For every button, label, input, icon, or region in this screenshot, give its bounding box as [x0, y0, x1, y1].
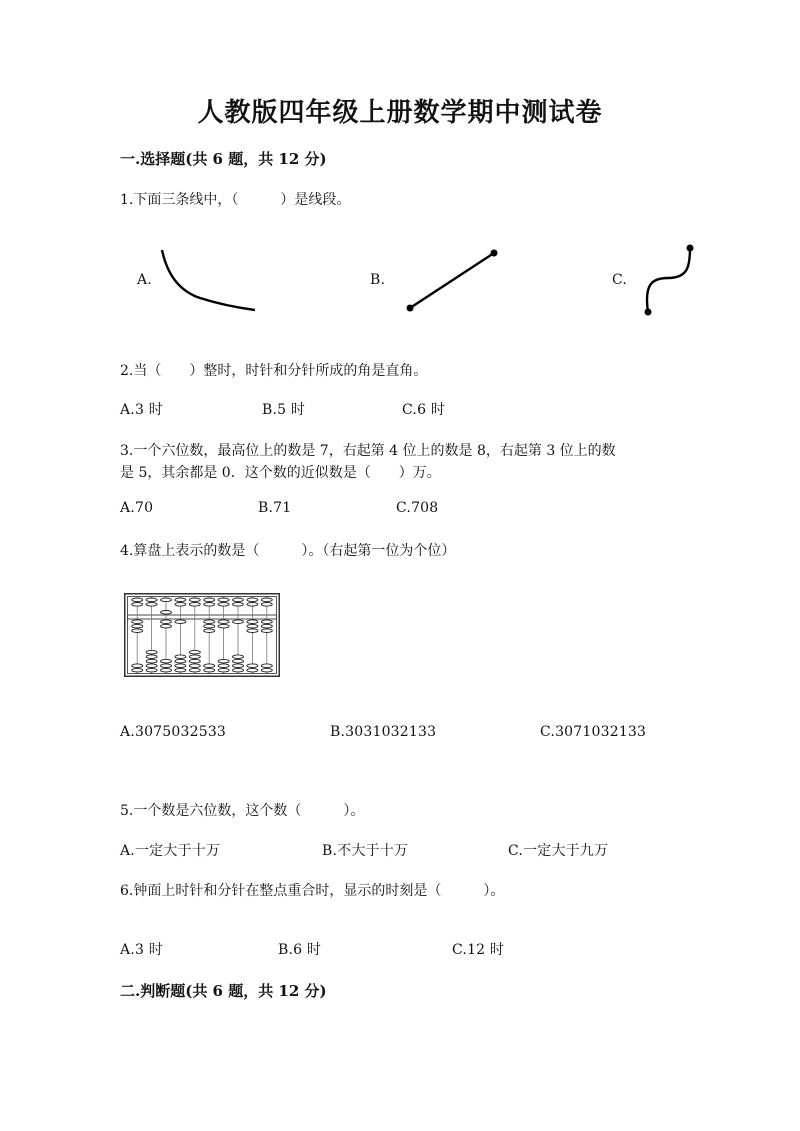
abacus-bead	[233, 659, 244, 663]
q3-option-c: C.708	[396, 500, 439, 516]
abacus-bead	[218, 664, 229, 668]
q3-option-a: A.70	[120, 500, 154, 516]
section-heading-judgement: 二.判断题(共 6 题，共 12 分)	[120, 982, 327, 1000]
question-1-text: 1.下面三条线中，（ ）是线段。	[120, 192, 351, 208]
q4-option-b: B.3031032133	[330, 724, 437, 740]
abacus-bead	[204, 664, 215, 668]
abacus-bead	[132, 603, 143, 607]
abacus-bead	[204, 668, 215, 672]
abacus-bead	[175, 668, 186, 672]
abacus-bead	[146, 655, 157, 659]
q2-option-c: C.6 时	[402, 402, 446, 418]
q1-label-b: B.	[370, 272, 386, 288]
abacus-bead	[233, 655, 244, 659]
abacus-bead	[146, 650, 157, 654]
abacus-bead	[218, 598, 229, 602]
abacus-bead	[175, 598, 186, 602]
abacus-bead	[233, 664, 244, 668]
abacus-bead	[218, 668, 229, 672]
abacus-bead	[204, 624, 215, 628]
question-4-text: 4.算盘上表示的数是（ ）。（右起第一位为个位）	[120, 543, 456, 559]
abacus-bead	[175, 603, 186, 607]
abacus-bead	[189, 659, 200, 663]
abacus-bead	[175, 655, 186, 659]
abacus-bead	[204, 603, 215, 607]
abacus-bead	[132, 624, 143, 628]
q2-option-a: A.3 时	[120, 402, 163, 418]
q3-option-b: B.71	[258, 500, 292, 516]
wave-line-c	[645, 245, 694, 316]
abacus-bead	[161, 620, 172, 624]
abacus-bead	[247, 620, 258, 624]
abacus-bead	[175, 620, 186, 624]
abacus-bead	[247, 664, 258, 668]
q4-option-a: A.3075032533	[120, 724, 227, 740]
abacus-bead	[161, 624, 172, 628]
abacus-bead	[189, 603, 200, 607]
abacus-bead	[189, 668, 200, 672]
q4-option-c: C.3071032133	[540, 724, 647, 740]
abacus-bead	[218, 603, 229, 607]
abacus-bead	[132, 620, 143, 624]
abacus-bead	[261, 668, 272, 672]
abacus-bead	[161, 659, 172, 663]
abacus-bead	[161, 668, 172, 672]
abacus-bead	[261, 629, 272, 633]
abacus-bead	[247, 668, 258, 672]
question-3-line2: 是 5，其余都是 0．这个数的近似数是（ ）万。	[120, 465, 441, 481]
abacus-bead	[146, 664, 157, 668]
abacus-bead	[261, 598, 272, 602]
q5-option-a: A.一定大于十万	[120, 843, 221, 859]
abacus-bead	[146, 659, 157, 663]
abacus-bead	[132, 629, 143, 633]
q6-option-c: C.12 时	[452, 942, 505, 958]
q5-option-c: C.一定大于九万	[508, 843, 609, 859]
abacus-bead	[146, 668, 157, 672]
abacus-bead	[261, 624, 272, 628]
abacus-bead	[247, 598, 258, 602]
page-title: 人教版四年级上册数学期中测试卷	[197, 98, 603, 128]
abacus-bead	[189, 664, 200, 668]
abacus-bead	[175, 664, 186, 668]
curve-line-a	[162, 250, 255, 310]
abacus-bead	[218, 620, 229, 624]
abacus-bead	[161, 611, 172, 615]
abacus-bead	[218, 659, 229, 663]
segment-b	[407, 250, 498, 312]
abacus-bead	[132, 664, 143, 668]
abacus-bead	[233, 603, 244, 607]
q1-label-a: A.	[137, 272, 152, 288]
abacus-bead	[189, 655, 200, 659]
abacus-bead	[204, 620, 215, 624]
abacus-bead	[189, 650, 200, 654]
abacus-bead	[175, 659, 186, 663]
abacus-bead	[161, 664, 172, 668]
abacus-bead	[247, 629, 258, 633]
abacus-bead	[233, 598, 244, 602]
question-2-text: 2.当（ ）整时，时针和分针所成的角是直角。	[120, 363, 428, 379]
abacus-bead	[189, 598, 200, 602]
section-heading-choice: 一.选择题(共 6 题，共 12 分)	[120, 150, 327, 168]
question-5-text: 5.一个数是六位数，这个数（ ）。	[120, 803, 365, 819]
abacus-bead	[146, 603, 157, 607]
abacus-bead	[161, 598, 172, 602]
abacus-bead	[247, 624, 258, 628]
question-6-text: 6.钟面上时针和分针在整点重合时，显示的时刻是（ ）。	[120, 883, 505, 899]
abacus-bead	[146, 598, 157, 602]
abacus-bead	[247, 603, 258, 607]
abacus	[124, 593, 280, 677]
abacus-bead	[261, 620, 272, 624]
question-3-line1: 3.一个六位数，最高位上的数是 7，右起第 4 位上的数是 8，右起第 3 位上的数	[120, 443, 616, 459]
abacus-bead	[261, 664, 272, 668]
q1-figures	[0, 0, 800, 340]
abacus-bead	[261, 603, 272, 607]
q6-option-a: A.3 时	[120, 942, 163, 958]
abacus-bead	[233, 668, 244, 672]
q2-option-b: B.5 时	[262, 402, 306, 418]
abacus-bead	[132, 598, 143, 602]
abacus-bead	[233, 620, 244, 624]
q1-label-c: C.	[612, 272, 628, 288]
abacus-bead	[218, 624, 229, 628]
abacus-bead	[204, 629, 215, 633]
abacus-bead	[132, 668, 143, 672]
q5-option-b: B.不大于十万	[322, 843, 409, 859]
q6-option-b: B.6 时	[278, 942, 322, 958]
abacus-bead	[204, 598, 215, 602]
